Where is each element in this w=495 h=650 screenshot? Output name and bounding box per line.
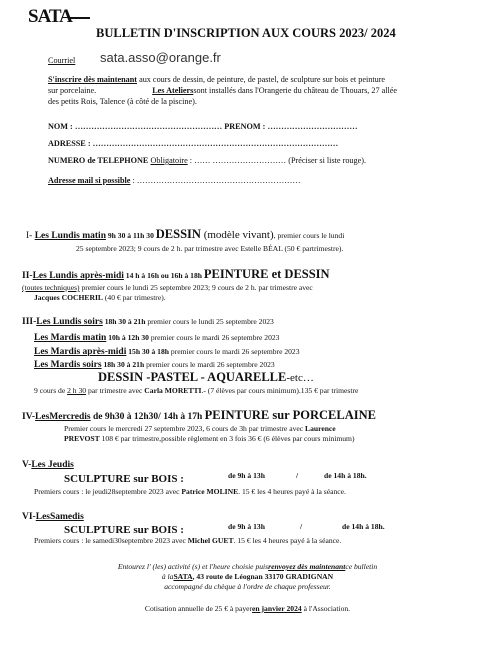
footer-l1c: ce bulletin	[345, 562, 378, 571]
section-5-subject-line	[64, 469, 184, 487]
section-4-day: LesMercredis	[35, 412, 91, 422]
section-5-slash: /	[296, 471, 299, 480]
section-4-teacher-last: PREVOST	[64, 434, 100, 443]
sata-logo	[28, 6, 90, 28]
field-telephone[interactable]	[48, 156, 366, 165]
section-1-rest: , premier cours le lundi	[273, 231, 345, 240]
section-2-subject: PEINTURE et DESSIN	[203, 267, 330, 281]
section-1-subject: DESSIN	[155, 227, 201, 241]
section-6-teacher: Michel GUET	[187, 536, 234, 545]
section-1-detail: 25 septembre 2023; 9 cours de 2 h. par trimestre avec Estelle BÉAL (50 € partrimestre).	[76, 244, 344, 253]
intro-lead: S'inscrire dès maintenant	[48, 75, 138, 84]
section-6-num: VI-	[22, 512, 36, 522]
section-3-day-1: Les Lundis soirs	[36, 317, 103, 327]
section-5-detail-a: Premiers cours : le jeudi28septembre 2023 avec	[34, 487, 182, 496]
section-3-detail-b: 2 h 30	[67, 386, 87, 395]
section-1-num: I-	[26, 231, 35, 241]
intro-line2b: sont installés dans l'Orangerie du château de Thouars, 27 allée	[193, 86, 398, 95]
intro-line-2	[48, 86, 397, 95]
section-1-heading	[26, 225, 344, 243]
section-2-detail	[22, 283, 313, 292]
section-2-time: 14 h à 16h ou 16h à 18h	[123, 271, 204, 280]
section-5-day: Les Jeudis	[31, 460, 74, 470]
intro-line-1	[48, 75, 385, 84]
section-3-time-1: 18h 30 à 21h	[102, 317, 148, 326]
footer-line-1	[0, 562, 495, 571]
section-2-teacher-line	[34, 293, 166, 302]
section-3-detail-e: .- (7 élèves par cours minimum).135 € par trimestre	[201, 386, 359, 395]
footer-l2c: , 43 route de Léognan 33170 GRADIGNAN	[192, 572, 334, 581]
section-6-detail-c: . 15 € les 4 heures payé à la séance.	[233, 536, 342, 545]
footer-l2a: à la	[161, 572, 174, 581]
section-3-rest-2: premier cours le mardi 26 septembre 2023	[150, 333, 280, 342]
field-mail[interactable]	[48, 176, 301, 185]
section-1-day: Les Lundis matin	[34, 231, 106, 241]
section-5-time-2: de 14h à 18h.	[324, 471, 367, 480]
field-adresse[interactable]: ADRESSE : ………………………………………………………………………………	[48, 139, 339, 148]
section-4-heading	[22, 406, 376, 424]
section-6-colon: :	[177, 524, 184, 536]
section-3-time-4: 18h 30 à 21h	[101, 360, 147, 369]
footer-l2b: SATA	[173, 572, 193, 581]
intro-line-3: des petits Rois, Talence (à côté de la piscine).	[48, 97, 197, 106]
section-3-subject: DESSIN -PASTEL - AQUARELLE	[98, 370, 287, 384]
section-3-teacher: Carla MORETTI	[144, 386, 202, 395]
page-title: BULLETIN D'INSCRIPTION AUX COURS 2023/ 2024	[96, 26, 396, 40]
section-3-time-3: 15h 30 à 18h	[126, 347, 171, 356]
section-3-rest-3: premier cours le mardi 26 septembre 2023	[170, 347, 300, 356]
section-5-teacher: Patrice MOLINE	[181, 487, 239, 496]
section-1-time: 9h 30 à 11h 30	[105, 231, 156, 240]
section-2-teacher: Jacques COCHERIL	[34, 293, 103, 302]
mail-label: Adresse mail si possible	[48, 176, 131, 185]
section-3-day-4: Les Mardis soirs	[34, 360, 102, 370]
section-2-num: II-	[22, 271, 33, 281]
section-2-price: (40 € par trimestre).	[103, 293, 166, 302]
section-2-heading	[22, 265, 330, 283]
section-2-day: Les Lundis après-midi	[32, 271, 124, 281]
section-6-day: LesSamedis	[35, 512, 84, 522]
section-3-detail	[34, 386, 358, 395]
section-6-subject: SCULPTURE sur BOIS	[64, 524, 178, 536]
section-5-num: V-	[22, 460, 32, 470]
field-nom-prenom[interactable]: NOM : ……………………………………………… PRENOM : ……………………………	[48, 122, 358, 131]
section-4-detail-1	[64, 424, 336, 433]
section-4-time: de 9h30 à 12h30/ 14h à 17h	[90, 412, 205, 422]
section-3-rest-1: premier cours le lundi 25 septembre 2023	[147, 317, 274, 326]
section-3-detail-a: 9 cours de	[34, 386, 68, 395]
section-3-day-3: Les Mardis après-midi	[34, 347, 127, 357]
footer-l4a: Cotisation annuelle de 25 € à payer	[144, 604, 253, 613]
section-5-colon: :	[177, 473, 184, 485]
section-4-line3b: 108 € par trimestre,possible règlement en 3 fois 36 € (6 élèves par cours minimum)	[99, 434, 355, 443]
section-3-detail-c: par trimestre avec	[86, 386, 145, 395]
footer-l4c: à l'Association.	[301, 604, 351, 613]
section-4-detail-2	[64, 434, 354, 443]
section-6-detail-a: Premiers cours : le samedi30septembre 2023 avec	[34, 536, 188, 545]
section-6-detail	[34, 536, 341, 545]
section-3-num: III-	[22, 317, 37, 327]
footer-line-2	[0, 572, 495, 581]
section-3-time-2: 10h à 12h 30	[106, 333, 151, 342]
section-6-slash: /	[300, 522, 303, 531]
logo-underline	[68, 17, 90, 19]
section-5-time-1: de 9h à 13h	[228, 471, 265, 480]
tel-label: NUMERO de TELEPHONE	[48, 156, 149, 165]
tel-obligatoire: Obligatoire	[150, 156, 188, 165]
section-1-paren: (modèle vivant)	[200, 229, 274, 241]
section-4-subject: PEINTURE sur PORCELAINE	[204, 408, 376, 422]
section-5-detail-c: . 15 € les 4 heures payé à la séance.	[238, 487, 346, 496]
section-3-day-2: Les Mardis matin	[34, 333, 107, 343]
footer-l4b: en janvier 2024	[252, 604, 302, 613]
section-6-time-1: de 9h à 13h	[228, 522, 265, 531]
section-4-num: IV-	[22, 412, 36, 422]
courriel-label: Courriel	[48, 56, 76, 65]
footer-line-3: accompagné du chèque à l'ordre de chaque professeur.	[164, 582, 331, 591]
section-5-subject: SCULPTURE sur BOIS	[64, 473, 178, 485]
footer-line-4	[0, 604, 495, 613]
footer-l1b: renvoyez dès maintenant	[268, 562, 346, 571]
section-3-subject-line	[98, 368, 314, 386]
intro-line1-text: aux cours de dessin, de peinture, de pastel, de sculpture sur bois et peinture	[137, 75, 386, 84]
section-4-line2a: Premier cours le mercredi 27 septembre 2023, 6 cours de 3h par trimestre avec	[64, 424, 306, 433]
email-link[interactable]: sata.asso@orange.fr	[100, 50, 221, 65]
section-5-detail	[34, 487, 346, 496]
section-3-rest-4: premier cours le mardi 26 septembre 2023	[146, 360, 275, 369]
section-4-teacher-first: Laurence	[305, 424, 336, 433]
section-2-toutes: (toutes techniques)	[22, 283, 80, 292]
logo-text: SATA	[28, 6, 72, 27]
section-6-time-2: de 14h à 18h.	[342, 522, 385, 531]
intro-line2a: sur porcelaine.	[48, 86, 97, 95]
section-3-etc: -etc…	[286, 372, 314, 384]
mail-rest: : ……………………………………………………	[130, 176, 301, 185]
tel-rest: : …… ……………………… (Préciser si liste rouge).	[187, 156, 367, 165]
footer-l1a: Entourez l' (les) activité (s) et l'heure choisie puis	[117, 562, 269, 571]
intro-ateliers: Les Ateliers	[152, 86, 194, 95]
section-2-line2b: premier cours le lundi 25 septembre 2023; 9 cours de 2 h. par trimestre avec	[79, 283, 313, 292]
